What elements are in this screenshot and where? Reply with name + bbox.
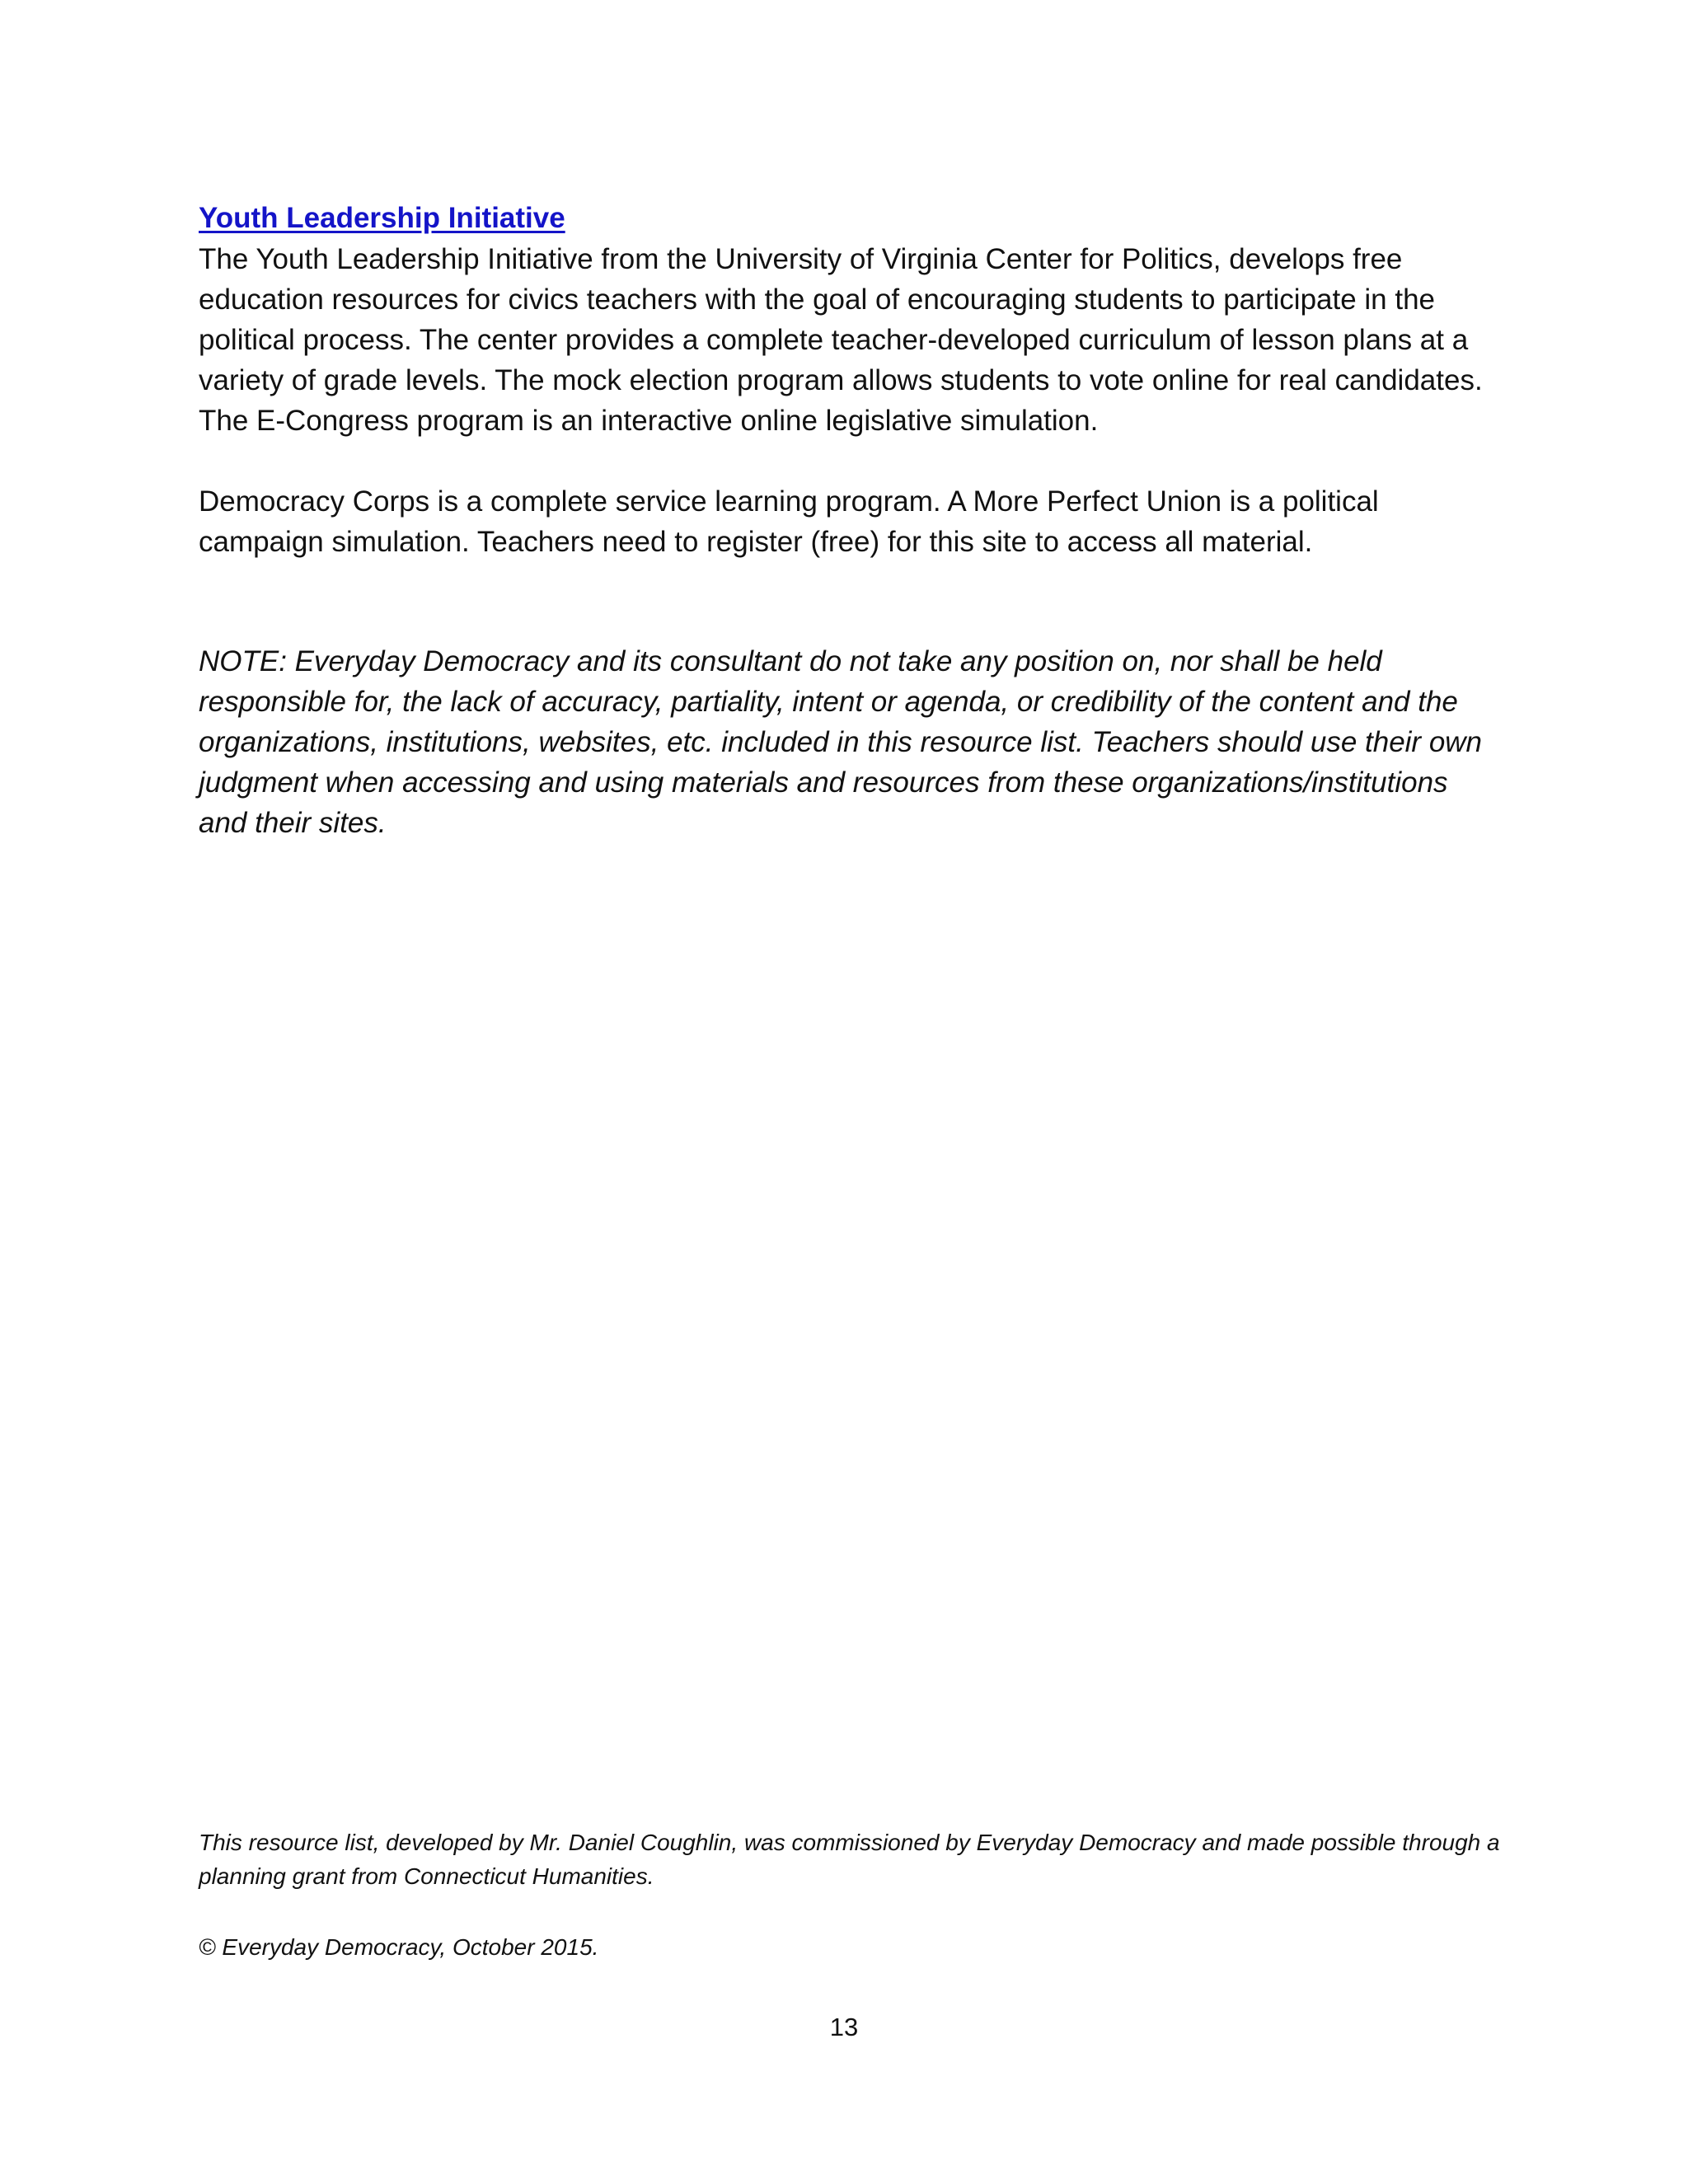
footer-credit: This resource list, developed by Mr. Daniel Coughlin, was commissioned by Everyday Democracy and made possible through a planning grant from Connecticut Humanities. xyxy=(199,1830,1500,1889)
youth-leadership-initiative-link[interactable]: Youth Leadership Initiative xyxy=(199,202,565,234)
section-paragraph-2: Democracy Corps is a complete service learning program. A More Perfect Union is a political campaign simulation. Teachers need to register (free) for this site to access all material. xyxy=(199,485,1379,558)
footer-copyright: © Everyday Democracy, October 2015. xyxy=(199,1934,599,1960)
section-paragraph-1: The Youth Leadership Initiative from the University of Virginia Center for Politics, develops free education resources for civics teachers with the goal of encouraging students to participate in the political process. The center provides a complete teacher-developed curriculum of lesson plans at a variety of grade levels. The mock election program allows students to vote online for real candidates. The E-Congress program is an interactive online legislative simulation. xyxy=(199,243,1483,437)
page-number: 13 xyxy=(829,2013,859,2041)
resource-section xyxy=(199,198,1493,562)
disclaimer-note: NOTE: Everyday Democracy and its consultant do not take any position on, nor shall be held responsible for, the lack of accuracy, partiality, intent or agenda, or credibility of the content and the organizations, institutions, websites, etc. included in this resource list. Teachers should use their own judgment when accessing and using materials and resources from these organizations/institutions and their sites. xyxy=(199,645,1483,839)
